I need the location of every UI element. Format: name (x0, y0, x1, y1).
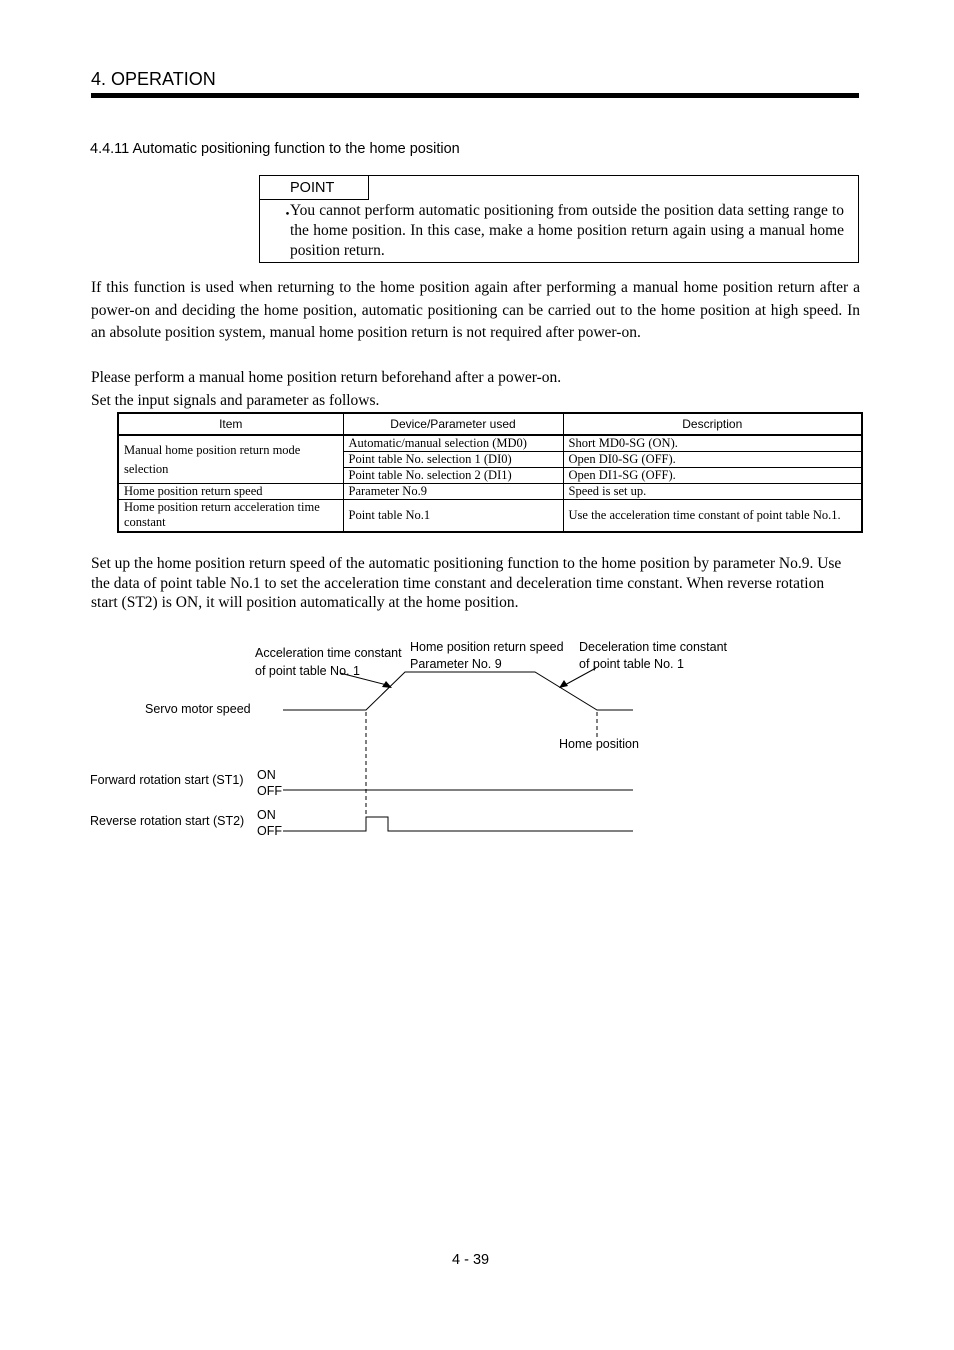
table-cell-device: Point table No.1 (343, 500, 563, 532)
decel-label-line1: Deceleration time constant (579, 640, 727, 654)
table-cell-item: Home position return acceleration time constant (118, 500, 343, 532)
table-header-device: Device/Parameter used (343, 413, 563, 435)
accel-leader-line (340, 673, 387, 685)
table-header-item: Item (118, 413, 343, 435)
st2-signal-line (283, 817, 633, 831)
table-cell-device: Parameter No.9 (343, 484, 563, 500)
st1-off-label: OFF (257, 784, 282, 798)
speed-setup-paragraph: Set up the home position return speed of the automatic positioning function to the home position by parameter No.9. Use the data of point table No.1 to set the acceleration time constant and deceleration time constant. When reverse rotation start (ST2) is ON, it will position automatically at the home position. (91, 555, 842, 611)
home-position-label: Home position (559, 737, 639, 751)
accel-label-line2: of point table No. 1 (255, 664, 360, 678)
table-cell-description: Open DI0-SG (OFF). (563, 452, 862, 468)
decel-label-line2: of point table No. 1 (579, 657, 684, 671)
table-header-description: Description (563, 413, 862, 435)
page-number: 4 - 39 (452, 1252, 490, 1268)
table-cell-item: Home position return speed (118, 484, 343, 500)
point-bullet: ・ (280, 207, 296, 223)
servo-speed-label: Servo motor speed (145, 702, 251, 716)
speed-label-line2: Parameter No. 9 (410, 657, 502, 671)
st1-label: Forward rotation start (ST1) (90, 773, 244, 787)
st2-label: Reverse rotation start (ST2) (90, 814, 245, 828)
section-title: 4.4.11 Automatic positioning function to the home position (90, 141, 460, 157)
point-label: POINT (260, 176, 369, 200)
table-cell-device: Point table No. selection 1 (DI0) (343, 452, 563, 468)
st2-on-label: ON (257, 808, 276, 822)
decel-arrowhead (559, 680, 568, 688)
table-cell-device: Point table No. selection 2 (DI1) (343, 468, 563, 484)
intro-paragraph: If this function is used when returning to the home position again after performing a manual home position return after a power-on and deciding the home position, automatic positioning can be carried out to the home position at high speed. In an absolute position system, manual home position return is not required after power-on. (91, 279, 860, 341)
table-cell-item: Manual home position return mode selection (118, 435, 343, 484)
setup-note: Set the input signals and parameter as follows. (91, 392, 380, 409)
speed-label-line1: Home position return speed (410, 640, 564, 654)
st2-off-label: OFF (257, 824, 282, 838)
table-cell-description: Speed is set up. (563, 484, 862, 500)
table-cell-device: Automatic/manual selection (MD0) (343, 435, 563, 452)
table-cell-description: Open DI1-SG (OFF). (563, 468, 862, 484)
manual-return-note: Please perform a manual home position return beforehand after a power-on. (91, 369, 562, 386)
chapter-title: 4. OPERATION (91, 69, 216, 89)
point-text: You cannot perform automatic positioning from outside the position data setting range to the home position. In this case, make a home position return again using a manual home position return. (290, 202, 844, 259)
accel-label-line1: Acceleration time constant (255, 646, 402, 660)
st1-on-label: ON (257, 768, 276, 782)
table-cell-description: Short MD0-SG (ON). (563, 435, 862, 452)
table-cell-description: Use the acceleration time constant of point table No.1. (563, 500, 862, 532)
